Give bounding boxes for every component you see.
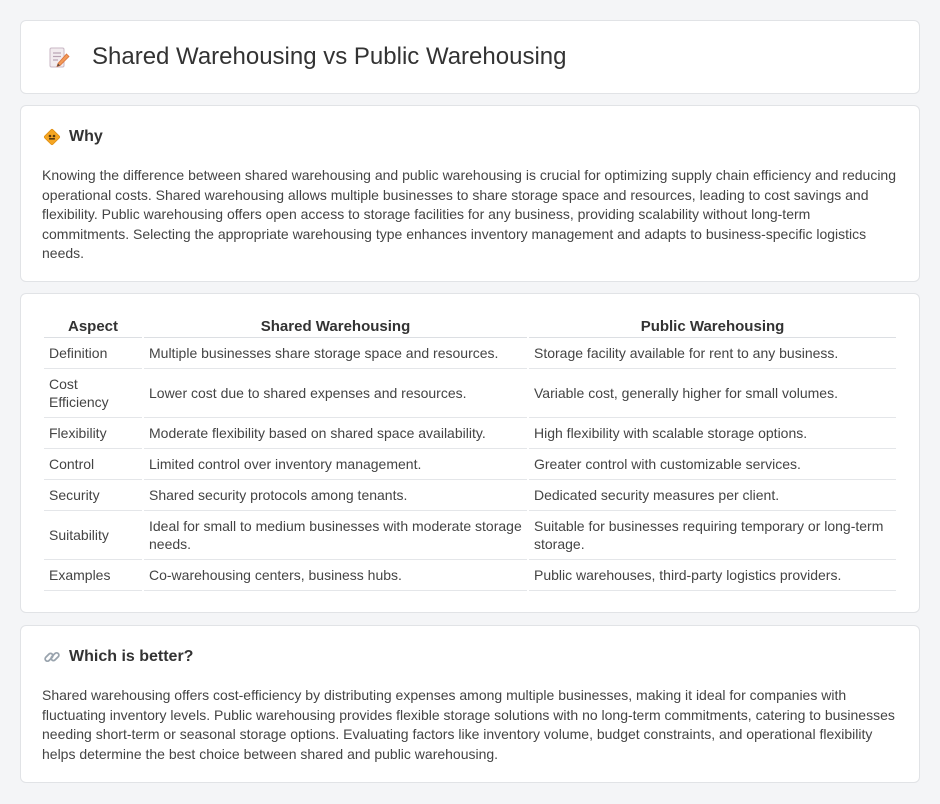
table-row [44,449,896,480]
comparison-section [20,293,920,613]
aspect-cell: Flexibility [44,418,142,449]
header-public: Public Warehousing [529,315,896,338]
document-pencil-icon [47,46,71,70]
table-row [44,511,896,560]
better-heading: Which is better? [69,648,194,665]
why-section [20,105,920,282]
table-row [44,369,896,418]
better-heading-row [43,648,193,666]
public-cell: High flexibility with scalable storage options. [529,418,896,449]
table-row [44,418,896,449]
link-icon [43,648,61,666]
better-text: Shared warehousing offers cost-efficiency by distributing expenses among multiple businesses, making it ideal for companies with fluctuating inventory levels. Public warehousing provides flexible storage solutions with no long-term commitments, catering to businesses needing short-term or seasonal storage options. Evaluating factors like inventory volume, budget constraints, and operational flexibility helps determine the best choice between shared and public warehousing. [42,687,895,762]
shared-cell: Shared security protocols among tenants. [144,480,527,511]
shared-cell: Co-warehousing centers, business hubs. [144,560,527,591]
title-card [20,20,920,94]
shared-cell: Limited control over inventory management. [144,449,527,480]
shared-cell: Ideal for small to medium businesses with moderate storage needs. [144,511,527,560]
public-cell: Storage facility available for rent to any business. [529,338,896,369]
shared-cell: Moderate flexibility based on shared space availability. [144,418,527,449]
page-title: Shared Warehousing vs Public Warehousing [92,43,567,70]
table-row [44,338,896,369]
aspect-cell: Cost Efficiency [44,369,142,418]
why-heading: Why [69,128,103,145]
table-header-row [44,315,896,338]
header-aspect: Aspect [44,315,142,338]
aspect-cell: Control [44,449,142,480]
diamond-sign-icon [43,128,61,146]
comparison-table [42,315,898,591]
aspect-cell: Definition [44,338,142,369]
public-cell: Dedicated security measures per client. [529,480,896,511]
public-cell: Suitable for businesses requiring temporary or long-term storage. [529,511,896,560]
header-shared: Shared Warehousing [144,315,527,338]
shared-cell: Multiple businesses share storage space and resources. [144,338,527,369]
table-row [44,480,896,511]
why-text: Knowing the difference between shared warehousing and public warehousing is crucial for optimizing supply chain efficiency and reducing operational costs. Shared warehousing allows multiple businesses to share storage space and resources, leading to cost savings and flexibility. Public warehousing offers open access to storage facilities for any business, providing scalability without long-term commitments. Selecting the appropriate warehousing type enhances inventory management and adapts to business-specific logistics needs. [42,167,896,262]
why-heading-row [43,128,103,146]
aspect-cell: Examples [44,560,142,591]
aspect-cell: Security [44,480,142,511]
public-cell: Variable cost, generally higher for small volumes. [529,369,896,418]
aspect-cell: Suitability [44,511,142,560]
public-cell: Public warehouses, third-party logistics providers. [529,560,896,591]
which-is-better-section [20,625,920,783]
shared-cell: Lower cost due to shared expenses and resources. [144,369,527,418]
table-row [44,560,896,591]
public-cell: Greater control with customizable services. [529,449,896,480]
